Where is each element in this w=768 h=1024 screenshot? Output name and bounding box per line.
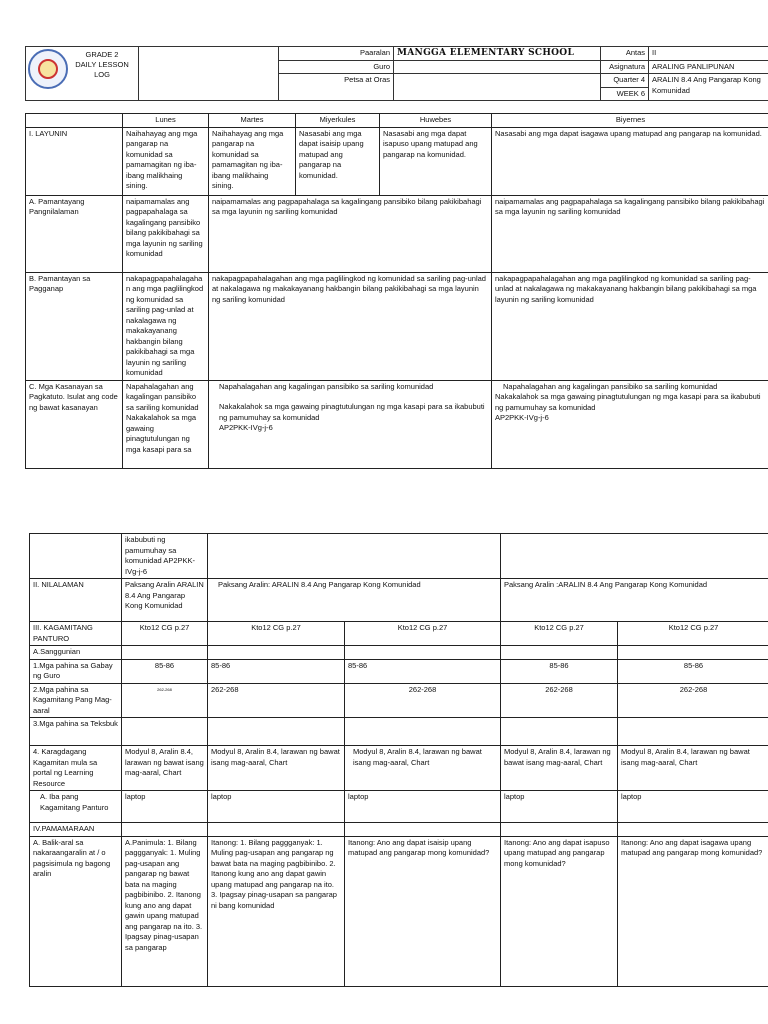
pagganap-mid: nakapagpapahalagahan ang mga paglilingkod ng komunidad sa sariling pag-unlad at nakalagawa ng makakayanang hakbangin bilang pakikibahagi sa mga layunin ng sariling komunidad bbox=[209, 272, 492, 380]
guro-label: Guro bbox=[279, 60, 394, 74]
antas-label: Antas bbox=[601, 47, 649, 61]
iba-pang-lunes: laptop bbox=[122, 791, 208, 823]
pamamaraan-martes bbox=[208, 823, 345, 837]
balik-aral-martes: Itanong: 1. Bilang paggganyak: 1. Muling pag-usapan ang pangarap ng bawat bata na maging pagbibinibo. 2. Itanong kung ano ang dapat gawin upang matupad ang pangarap na ito. 3. Ipagsay pinag-usapan sa pangarap ni bang komunidad bbox=[208, 836, 345, 986]
kagamitang-huwebes: Kto12 CG p.27 bbox=[501, 622, 618, 646]
pagganap-lunes: nakapagpapahalagahan ang mga paglilingkod ng komunidad sa sariling pag-unlad at nakalagawa ng makakayanang hakbangin bilang pakikibahagi sa mga layunin ng sariling komunidad bbox=[123, 272, 209, 380]
kagamitang-martes: Kto12 CG p.27 bbox=[208, 622, 345, 646]
teksbuk-biyernes bbox=[618, 718, 768, 746]
kagamitang-lunes: Kto12 CG p.27 bbox=[122, 622, 208, 646]
mag-aaral-huwebes: 262-268 bbox=[501, 683, 618, 718]
pamamaraan-huwebes bbox=[501, 823, 618, 837]
kasanayan-mid-line2: Nakakalahok sa mga gawaing pinagtutulungan ng mga kasapi para sa ikabubuti ng pamumuhay sa komunidad bbox=[219, 402, 485, 422]
pamamaraan-label: IV.PAMAMARAAN bbox=[30, 823, 122, 837]
kasanayan-label: C. Mga Kasanayan sa Pagkatuto. Isulat ang code ng bawat kasanayan bbox=[26, 380, 123, 468]
sanggunian-martes bbox=[208, 646, 345, 660]
iba-pang-miyerkules: laptop bbox=[345, 791, 501, 823]
kagamitang-panturo-label: III. KAGAMITANG PANTURO bbox=[30, 622, 122, 646]
cont-mid bbox=[208, 534, 501, 579]
layunin-huwebes: Nasasabi ang mga dapat isapuso upang matupad ang pangarap na komunidad. bbox=[380, 127, 492, 195]
header-logo-cell bbox=[26, 47, 139, 101]
layunin-miyerkules: Nasasabi ang mga dapat isaisip upang matupad ang pangarap na komunidad. bbox=[296, 127, 380, 195]
pamamaraan-lunes bbox=[122, 823, 208, 837]
iba-pang-huwebes: laptop bbox=[501, 791, 618, 823]
teksbuk-miyerkules bbox=[345, 718, 501, 746]
karagdagang-huwebes: Modyul 8, Aralin 8.4, larawan ng bawat isang mag-aaral, Chart bbox=[501, 746, 618, 791]
pamamaraan-miyerkules bbox=[345, 823, 501, 837]
asignatura-value: ARALING PANLIPUNAN bbox=[649, 60, 768, 74]
kasanayan-mid bbox=[209, 380, 492, 468]
balik-aral-biyernes: Itanong: Ano ang dapat isagawa upang matupad ang pangarap mong komunidad? bbox=[618, 836, 768, 986]
pamamaraan-biyernes bbox=[618, 823, 768, 837]
day-header-miyerkules: Miyerkules bbox=[296, 114, 380, 128]
pamantayan-pagganap-label: B. Pamantayan sa Pagganap bbox=[26, 272, 123, 380]
teksbuk-lunes bbox=[122, 718, 208, 746]
nilalaman-biyernes: Paksang Aralin :ARALIN 8.4 Ang Pangarap Kong Komunidad bbox=[501, 579, 768, 622]
balik-aral-miyerkules: Itanong: Ano ang dapat isaisip upang matupad ang pangarap mong komunidad? bbox=[345, 836, 501, 986]
kasanayan-biy-line1: Napahalagahan ang kagalingan pansibiko sa sariling komunidad bbox=[503, 381, 718, 391]
lesson-table-top bbox=[25, 113, 768, 469]
iba-pang-label: A. Iba pang Kagamitang Panturo bbox=[30, 791, 122, 823]
deped-seal-icon bbox=[28, 49, 68, 89]
daily-lesson-label: DAILY LESSON bbox=[75, 60, 129, 69]
header-blank-cell bbox=[139, 47, 279, 101]
petsa-label: Petsa at Oras bbox=[279, 74, 394, 101]
sanggunian-label: A.Sanggunian bbox=[30, 646, 122, 660]
quarter-label: Quarter 4 bbox=[601, 74, 649, 88]
cont-biyernes bbox=[501, 534, 768, 579]
kasanayan-biy-line2: Nakakalahok sa mga gawaing pinagtutulungan ng mga kasapi para sa ikabubuti ng pamumuhay sa komunidad bbox=[495, 392, 761, 412]
pangnilalaman-lunes: naipamamalas ang pagpapahalaga sa kagalingang pansibiko bilang pakikibahagi sa mga layunin ng sariling komunidad bbox=[123, 195, 209, 272]
nilalaman-lunes: Paksang Aralin ARALIN 8.4 Ang Pangarap Kong Komunidad bbox=[122, 579, 208, 622]
gabay-guro-huwebes: 85-86 bbox=[501, 659, 618, 683]
kasanayan-lunes: Napahalagahan ang kagalingan pansibiko sa sariling komunidad Nakakalahok sa mga gawaing pinagtutulungan ng mga kasapi para sa bbox=[123, 380, 209, 468]
pamantayang-pangnilalaman-label: A. Pamantayang Pangnilalaman bbox=[26, 195, 123, 272]
guro-value bbox=[394, 60, 601, 74]
karagdagang-lunes: Modyul 8, Aralin 8.4, larawan ng bawat isang mag-aaral, Chart bbox=[122, 746, 208, 791]
quarter-value: ARALIN 8.4 Ang Pangarap Kong Komunidad bbox=[649, 74, 768, 101]
iba-pang-martes: laptop bbox=[208, 791, 345, 823]
sanggunian-lunes bbox=[122, 646, 208, 660]
kasanayan-biyernes bbox=[492, 380, 768, 468]
mag-aaral-martes: 262-268 bbox=[208, 683, 345, 718]
gabay-guro-martes: 85-86 bbox=[208, 659, 345, 683]
nilalaman-label: II. NILALAMAN bbox=[30, 579, 122, 622]
log-label: LOG bbox=[94, 70, 110, 79]
sanggunian-miyerkules bbox=[345, 646, 501, 660]
iba-pang-biyernes: laptop bbox=[618, 791, 768, 823]
balik-aral-lunes: A.Panimula: 1. Bilang paggganyak: 1. Muling pag-usapan ang pangarap ng bawat bata na maging pagbibinibo. 2. Itanong kung ano ang dapat gawin upang matupad ang pangarap na ito. 3. Ipagsay pinag-usapan sa pangarap bbox=[122, 836, 208, 986]
week-label: WEEK 6 bbox=[601, 87, 649, 101]
teksbuk-huwebes bbox=[501, 718, 618, 746]
day-header-blank bbox=[26, 114, 123, 128]
layunin-label: I. LAYUNIN bbox=[26, 127, 123, 195]
karagdagang-label: 4. Karagdagang Kagamitan mula sa portal ng Learning Resource bbox=[30, 746, 122, 791]
cont-label-blank bbox=[30, 534, 122, 579]
layunin-martes: Naihahayag ang mga pangarap na komunidad sa pamamagitan ng iba-ibang malikhaing sining. bbox=[209, 127, 296, 195]
grade-label: GRADE 2 bbox=[85, 50, 119, 59]
asignatura-label: Asignatura bbox=[601, 60, 649, 74]
pangnilalaman-biyernes: naipamamalas ang pagpapahalaga sa kagalingang pansibiko bilang pakikibahagi sa mga layunin ng sariling komunidad bbox=[492, 195, 768, 272]
cont-lunes: ikabubuti ng pamumuhay sa komunidad AP2PKK-IVg-j-6 bbox=[122, 534, 208, 579]
mag-aaral-lunes: 262-268 bbox=[122, 683, 208, 718]
school-name: MANGGA ELEMENTARY SCHOOL bbox=[394, 47, 601, 61]
petsa-value bbox=[394, 74, 601, 101]
lesson-table-bottom bbox=[29, 533, 768, 987]
layunin-lunes: Naihahayag ang mga pangarap na komunidad sa pamamagitan ng iba-ibang malikhaing sining. bbox=[123, 127, 209, 195]
header-grid bbox=[25, 46, 768, 101]
kagamitang-biyernes: Kto12 CG p.27 bbox=[618, 622, 768, 646]
kasanayan-mid-line1: Napahalagahan ang kagalingan pansibiko sa sariling komunidad bbox=[219, 381, 434, 391]
day-header-biyernes: Biyernes bbox=[492, 114, 768, 128]
karagdagang-martes: Modyul 8, Aralin 8.4, larawan ng bawat isang mag-aaral, Chart bbox=[208, 746, 345, 791]
mag-aaral-miyerkules: 262-268 bbox=[345, 683, 501, 718]
karagdagang-biyernes: Modyul 8, Aralin 8.4, larawan ng bawat isang mag-aaral, Chart bbox=[618, 746, 768, 791]
layunin-biyernes: Nasasabi ang mga dapat isagawa upang matupad ang pangarap na komunidad. bbox=[492, 127, 768, 195]
antas-value: II bbox=[649, 47, 768, 61]
teksbuk-martes bbox=[208, 718, 345, 746]
day-header-lunes: Lunes bbox=[123, 114, 209, 128]
balik-aral-label: A. Balik-aral sa nakaraangaralin at / o pagsisimula ng bagong aralin bbox=[30, 836, 122, 986]
teksbuk-label: 3.Mga pahina sa Teksbuk bbox=[30, 718, 122, 746]
mag-aaral-biyernes: 262-268 bbox=[618, 683, 768, 718]
kagamitang-miyerkules: Kto12 CG p.27 bbox=[345, 622, 501, 646]
pangnilalaman-mid: naipamamalas ang pagpapahalaga sa kagalingang pansibiko bilang pakikibahagi sa mga layunin ng sariling komunidad bbox=[209, 195, 492, 272]
gabay-guro-miyerkules: 85-86 bbox=[345, 659, 501, 683]
pagganap-biyernes: nakapagpapahalagahan ang mga paglilingkod ng komunidad sa sariling pag-unlad at nakalagawa ng makakayanang hakbangin bilang pakikibahagi sa mga layunin ng sariling komunidad bbox=[492, 272, 768, 380]
sanggunian-biyernes bbox=[618, 646, 768, 660]
kasanayan-mid-code: AP2PKK-IVg-j-6 bbox=[219, 423, 273, 432]
gabay-guro-lunes: 85-86 bbox=[122, 659, 208, 683]
gabay-guro-biyernes: 85-86 bbox=[618, 659, 768, 683]
day-header-huwebes: Huwebes bbox=[380, 114, 492, 128]
sanggunian-huwebes bbox=[501, 646, 618, 660]
day-header-martes: Martes bbox=[209, 114, 296, 128]
kagamitang-mag-aaral-label: 2.Mga pahina sa Kagamitang Pang Mag-aaral bbox=[30, 683, 122, 718]
kasanayan-biy-code: AP2PKK-IVg-j-6 bbox=[495, 413, 549, 422]
gabay-guro-label: 1.Mga pahina sa Gabay ng Guro bbox=[30, 659, 122, 683]
balik-aral-huwebes: Itanong: Ano ang dapat isapuso upang matupad ang pangarap mong komunidad? bbox=[501, 836, 618, 986]
karagdagang-miyerkules: Modyul 8, Aralin 8.4, larawan ng bawat isang mag-aaral, Chart bbox=[345, 746, 501, 791]
paaralan-label: Paaralan bbox=[279, 47, 394, 61]
nilalaman-mid: Paksang Aralin: ARALIN 8.4 Ang Pangarap Kong Komunidad bbox=[208, 579, 501, 622]
